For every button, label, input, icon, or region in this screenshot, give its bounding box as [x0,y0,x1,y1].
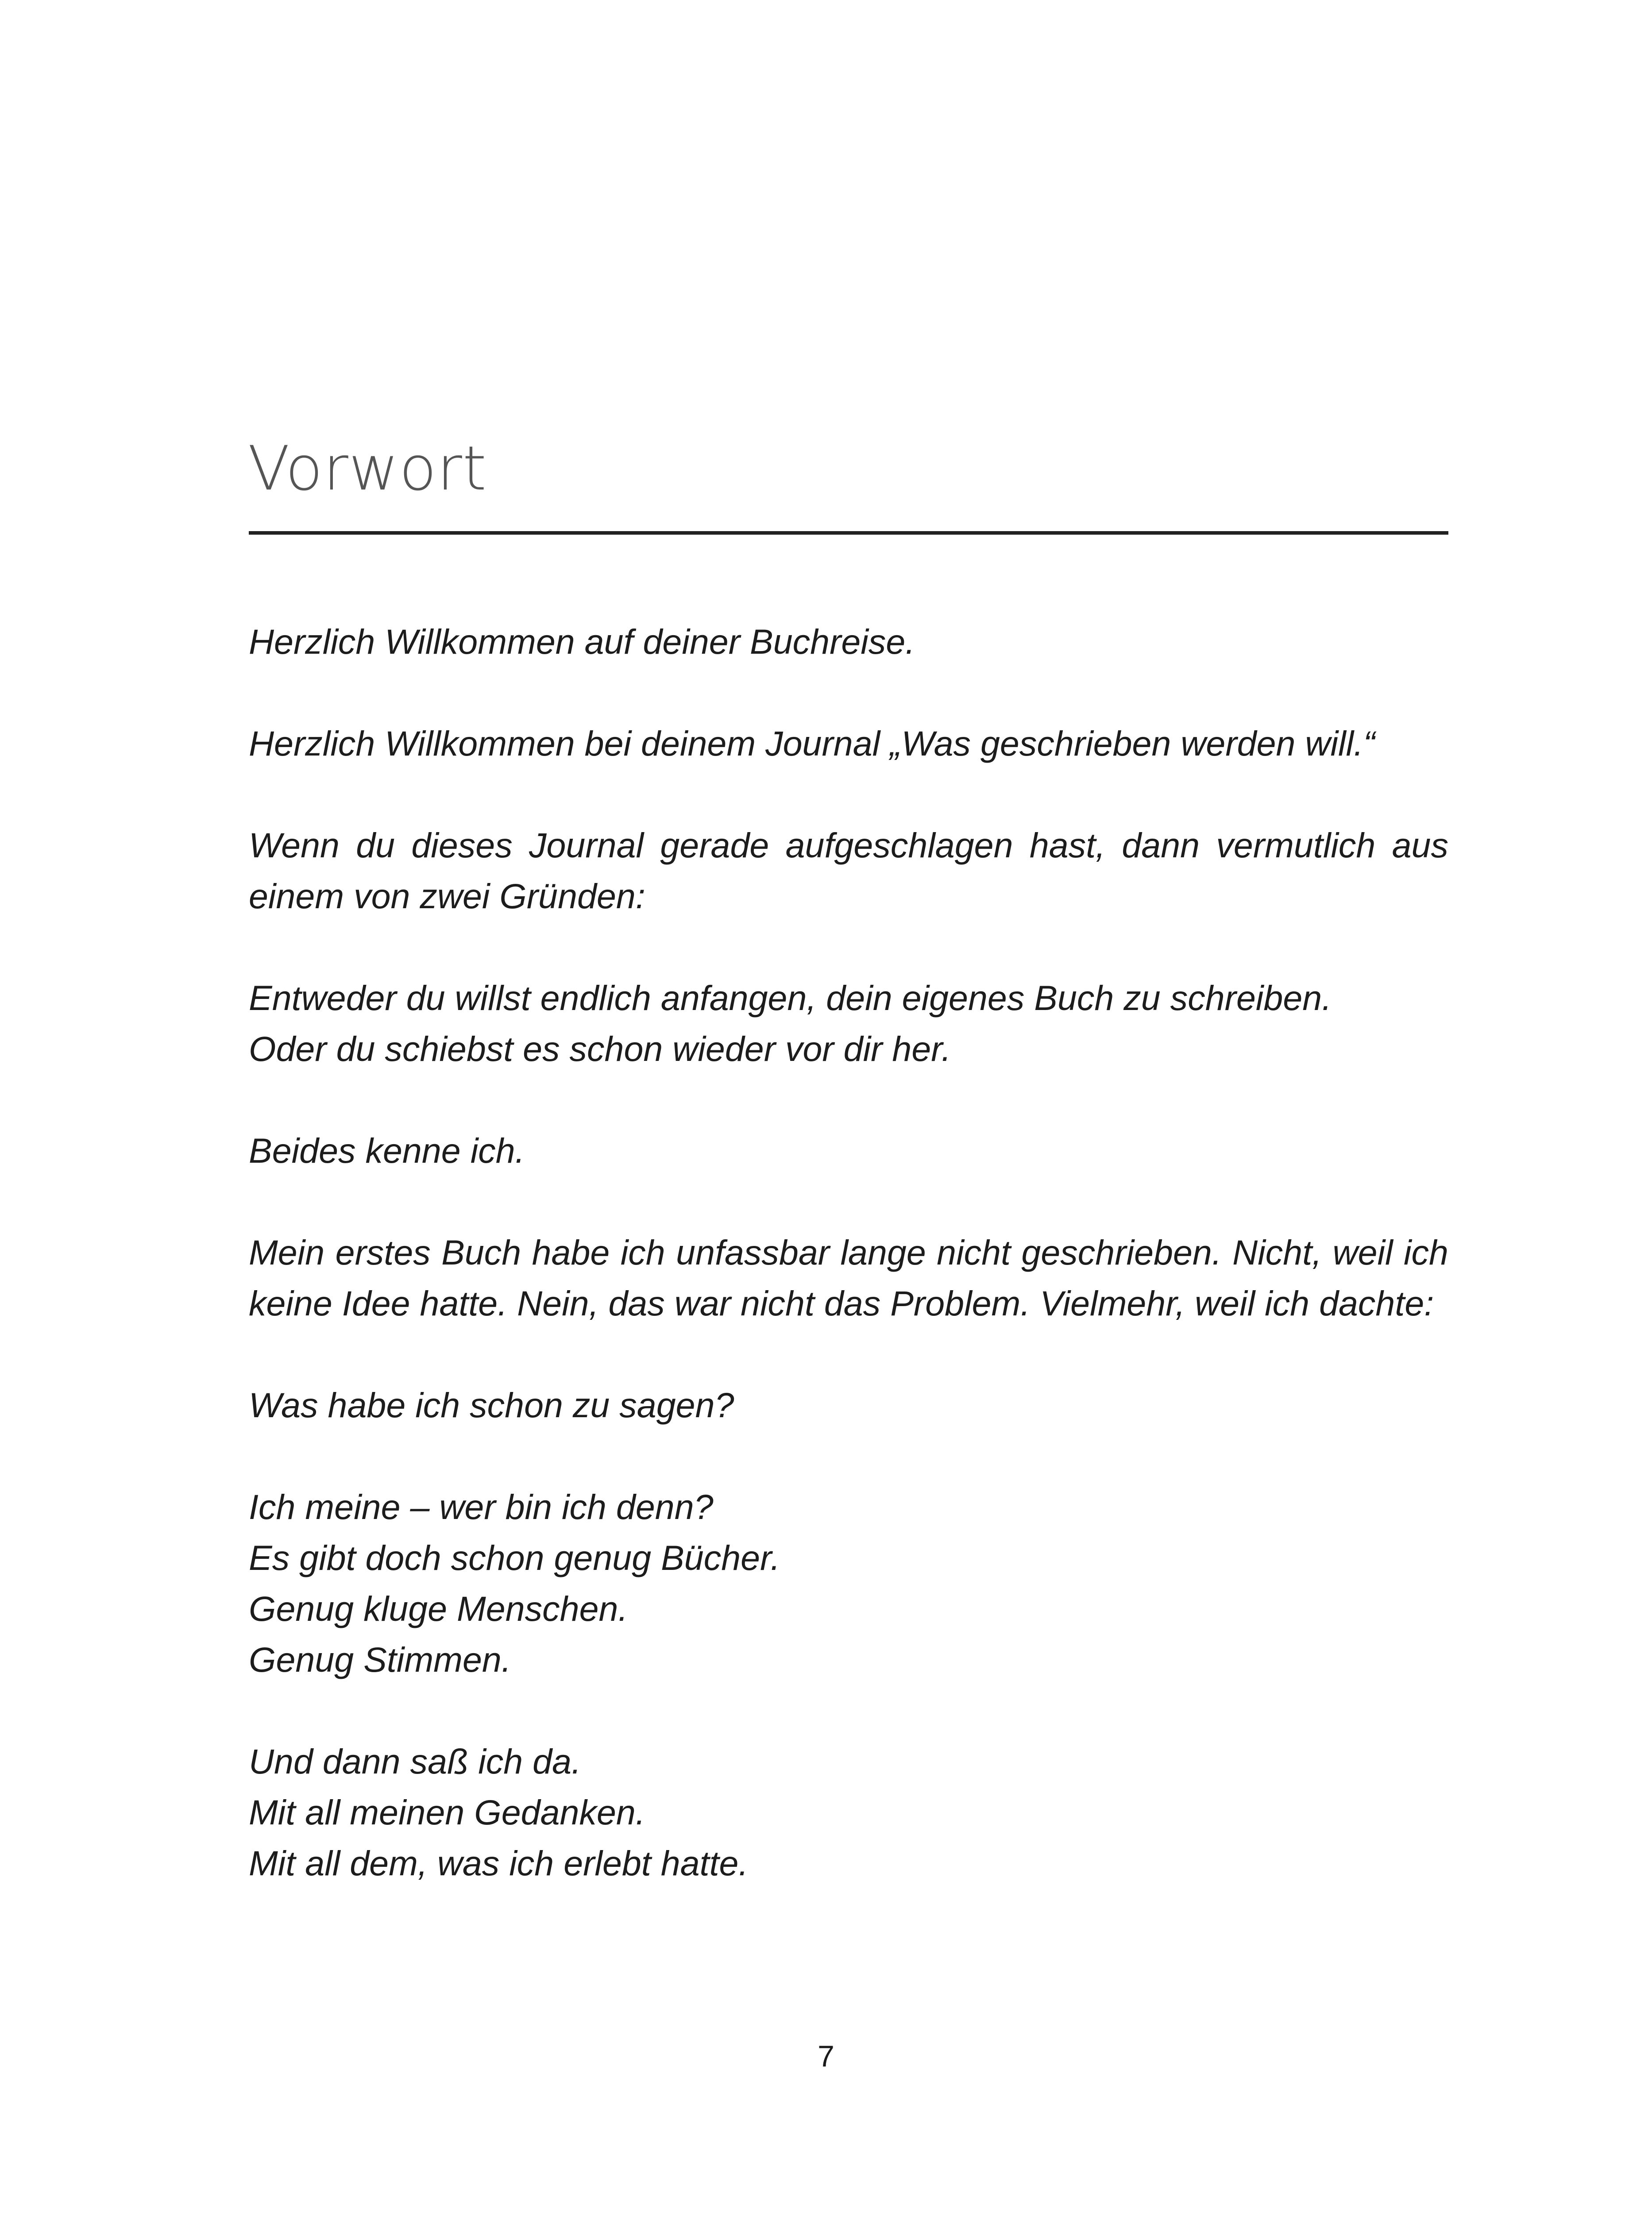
paragraph [249,1481,1448,1685]
page-number: 7 [818,2040,834,2073]
paragraph: Herzlich Willkommen bei deinem Journal „Was geschrieben werden will.“ [249,724,1375,763]
text-line: Genug kluge Menschen. [249,1589,628,1628]
paragraph: Mein erstes Buch habe ich unfassbar lange nicht geschrieben. Nicht, weil ich keine Idee hatte. Nein, das war nicht das Problem. Vielmehr, weil ich dachte: [249,1233,1448,1323]
heading-underline [249,531,1448,535]
paragraph [249,1736,1448,1889]
text-line: Mit all dem, was ich erlebt hatte. [249,1843,749,1883]
text-line: Und dann saß ich da. [249,1742,581,1781]
page-heading: Vorwort [248,433,487,504]
text-line: Beides kenne ich. [249,1131,525,1170]
text-line: Genug Stimmen. [249,1640,511,1679]
text-line: Mit all meinen Gedanken. [249,1793,645,1832]
paragraph [249,1125,1448,1176]
body-text [249,616,1448,1939]
text-line: Entweder du willst endlich anfangen, dein eigenes Buch zu schreiben. [249,978,1332,1018]
paragraph: Wenn du dieses Journal gerade aufgeschlagen hast, dann vermutlich aus einem von zwei Gründen: [249,825,1448,916]
text-line: Es gibt doch schon genug Bücher. [249,1538,780,1577]
text-line: Was habe ich schon zu sagen? [249,1385,734,1425]
text-line: Herzlich Willkommen auf deiner Buchreise. [249,622,915,661]
paragraph [249,972,1448,1074]
text-line: Ich meine – wer bin ich denn? [249,1487,714,1527]
text-line: Oder du schiebst es schon wieder vor dir her. [249,1029,951,1068]
paragraph [249,1380,1448,1430]
paragraph [249,616,1448,667]
